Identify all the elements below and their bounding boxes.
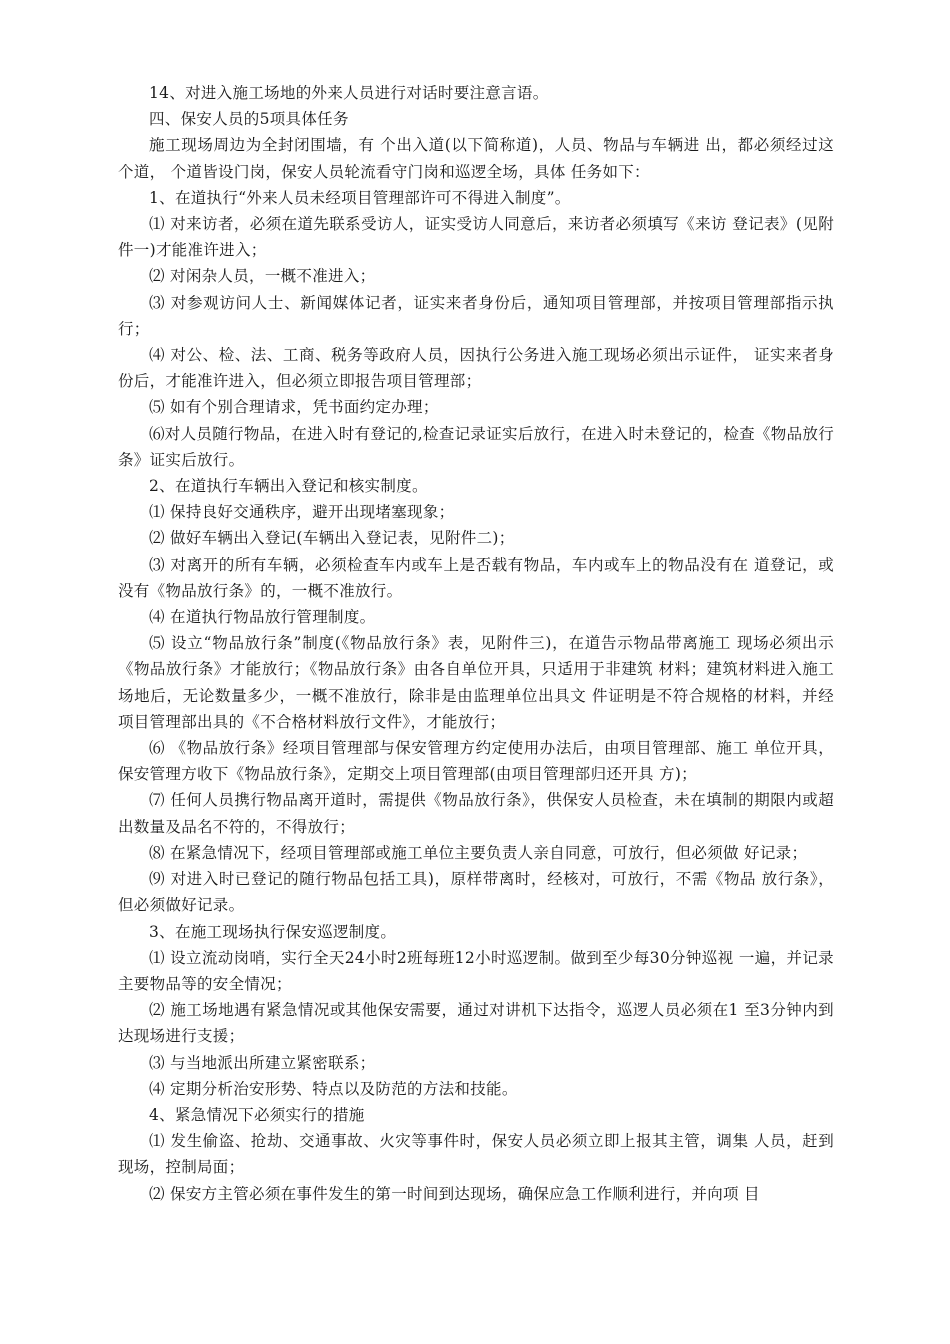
list-item: ⑶ 与当地派出所建立紧密联系；: [149, 1053, 376, 1072]
list-item: ⑶ 对参观访问人士、新闻媒体记者，证实来者身份后，通知项目管理部，并按项目管理部指示执行；: [118, 293, 834, 338]
list-item: ⑴ 对来访者，必须在道先联系受访人，证实受访人同意后，来访者必须填写《来访 登记表》(见附件一)才能准许进入；: [118, 215, 834, 260]
list-item: ⑴ 保持良好交通秩序，避开出现堵塞现象；: [149, 503, 455, 522]
paragraph: 施工现场周边为全封闭围墙，有 个出入道(以下简称道)，人员、物品与车辆进 出，都必须经过这 个道， 个道皆设门岗，保安人员轮流看守门岗和巡逻全场，具体 任务如下：: [118, 136, 834, 181]
subsection-heading: 2、在道执行车辆出入登记和核实制度。: [149, 477, 428, 496]
list-item: ⑸ 如有个别合理请求，凭书面约定办理；: [149, 398, 439, 417]
subsection-heading: 3、在施工现场执行保安巡逻制度。: [149, 922, 397, 941]
list-item: ⑹ 《物品放行条》经项目管理部与保安管理方约定使用办法后，由项目管理部、施工 单位开具，保安管理方收下《物品放行条》，定期交上项目管理部(由项目管理部归还开具 方)；: [118, 739, 834, 784]
list-item: ⑸ 设立“物品放行条”制度(《物品放行条》表，见附件三)，在道告示物品带离施工 现场必须出示《物品放行条》才能放行；《物品放行条》由各自单位开具，只适用于非建筑 材料；建筑材料进入施工场地后，无论数量多少，一概不准放行，除非是由监理单位出具文 件证明是不符合规格的材料，并经项目管理部出具的《不合格材料放行文件》，才能放行；: [118, 634, 834, 731]
list-item: ⑼ 对进入时已登记的随行物品包括工具)，原样带离时，经核对，可放行，不需《物品 放行条》，但必须做好记录。: [118, 870, 834, 915]
list-item: ⑷ 定期分析治安形势、特点以及防范的方法和技能。: [149, 1079, 518, 1098]
list-item: ⑹对人员随行物品，在进入时有登记的,检查记录证实后放行，在进入时未登记的，检查《物品放行条》证实后放行。: [118, 424, 834, 469]
list-item: ⑵ 做好车辆出入登记(车辆出入登记表，见附件二)；: [149, 529, 515, 548]
list-item: ⑵ 保安方主管必须在事件发生的第一时间到达现场，确保应急工作顺利进行，并向项 目: [149, 1184, 760, 1203]
list-item: ⑷ 在道执行物品放行管理制度。: [149, 608, 376, 627]
list-item: ⑺ 任何人员携行物品离开道时，需提供《物品放行条》，供保安人员检查，未在填制的期限内或超出数量及品名不符的，不得放行；: [118, 791, 834, 836]
section-heading: 四、保安人员的5项具体任务: [149, 110, 349, 129]
list-item: ⑻ 在紧急情况下，经项目管理部或施工单位主要负责人亲自同意，可放行，但必须做 好记录；: [149, 843, 808, 862]
paragraph: 14、对进入施工场地的外来人员进行对话时要注意言语。: [149, 84, 549, 102]
subsection-heading: 4、紧急情况下必须实行的措施: [149, 1105, 365, 1124]
subsection-heading: 1、在道执行“外来人员未经项目管理部许可不得进入制度”。: [149, 188, 571, 207]
list-item: ⑵ 施工场地遇有紧急情况或其他保安需要，通过对讲机下达指令，巡逻人员必须在1 至3分钟内到达现场进行支援；: [118, 1001, 834, 1046]
list-item: ⑷ 对公、检、法、工商、税务等政府人员，因执行公务进入施工现场必须出示证件， 证实来者身份后，才能准许进入，但必须立即报告项目管理部；: [118, 346, 834, 391]
list-item: ⑵ 对闲杂人员，一概不准进入；: [149, 267, 376, 286]
list-item: ⑴ 设立流动岗哨，实行全天24小时2班每班12小时巡逻制。做到至少每30分钟巡视 一遍，并记录主要物品等的安全情况；: [118, 948, 834, 993]
document-page: [118, 80, 834, 1207]
list-item: ⑴ 发生偷盗、抢劫、交通事故、火灾等事件时，保安人员必须立即上报其主管，调集 人员，赶到现场，控制局面；: [118, 1132, 834, 1177]
list-item: ⑶ 对离开的所有车辆，必须检查车内或车上是否载有物品，车内或车上的物品没有在 道登记，或没有《物品放行条》的，一概不准放行。: [118, 555, 834, 600]
